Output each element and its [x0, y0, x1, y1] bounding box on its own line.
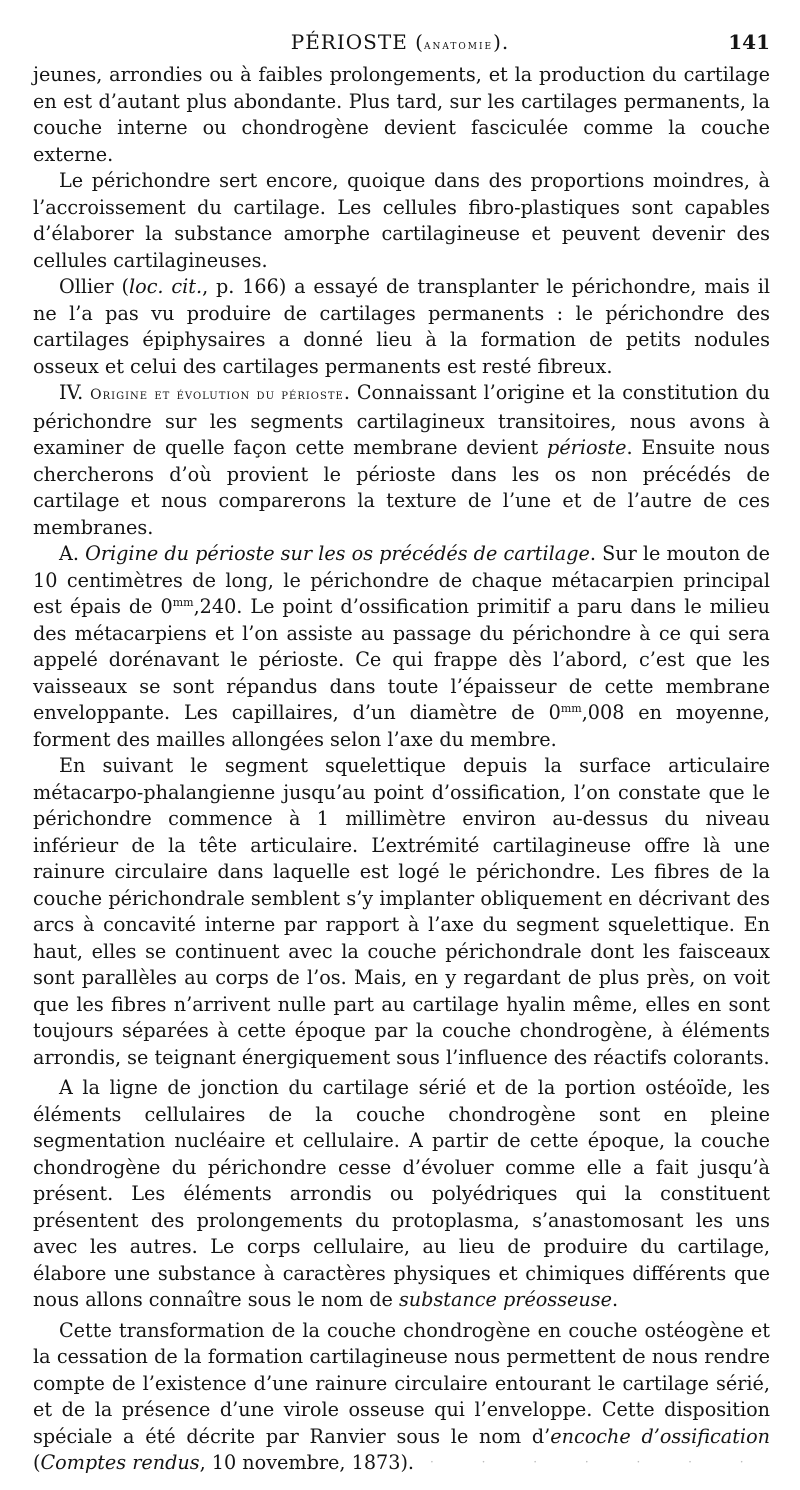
text-run: , 10 novembre, 1873).: [199, 1451, 415, 1474]
paragraph: [33, 168, 770, 274]
text-run: Le périchondre sert encore, quoique dans des proportions moindres, à l’accroissement du cartilage. Les cellules fibro-plastiques sont capables d’élaborer la substance amorphe cartilagineuse et peuvent devenir des cellules cartilagineuses.: [33, 169, 770, 272]
text-run: .: [611, 1288, 619, 1311]
text-run: A.: [59, 542, 86, 565]
page-header: [30, 30, 770, 60]
text-run: Ollier (: [59, 275, 129, 298]
text-run: mm: [172, 596, 194, 609]
paragraph: [33, 62, 770, 168]
paragraph: [33, 753, 770, 1071]
text-run: . Ensuite nous chercherons d’où provient le périoste dans les os non précédés de cartilage et nous comparerons la texture de l’une et de l’autre de ces membranes.: [33, 436, 770, 539]
text-run: Origine du périoste sur les os précédés de cartilage: [85, 542, 590, 565]
running-title: PÉRIOSTE (anatomie).: [290, 30, 510, 54]
text-run: Cette transformation de la couche chondrogène en couche ostéogène et la cessation de la formation cartilagineuse nous permettent de nous rendre compte de l’existence d’une rainure circulaire entourant le cartilage sérié, et de la présence d’une virole osseuse qui l’enveloppe. Cette disposition spéciale a été décrite par Ranvier sous le nom d’: [33, 1318, 770, 1448]
text-run: . Connaissant l’origine et la constitution du périchondre sur les segments cartilagineux transitoires, nous avons à examiner de quelle façon cette membrane devient: [33, 381, 770, 459]
text-run: encoche d’ossification: [550, 1424, 770, 1448]
text-run: ,240. Le point d’ossification primitif a paru dans le milieu des métacarpiens et l’on assiste au passage du périchondre à ce qui sera appelé dorénavant le périoste. Ce qui frappe dès l’abord, c’est que les vaisseaux se sont répandus dans toute l’épaisseur de cette membrane enveloppante. Les capillaires, d’un diamètre de 0: [33, 595, 770, 724]
text-run: Comptes rendus: [40, 1451, 200, 1474]
text-run: loc. cit.: [129, 275, 203, 298]
paragraph: [33, 541, 770, 753]
page-number: 141: [728, 30, 770, 54]
paragraph: [33, 380, 770, 541]
text-run: périoste: [547, 436, 627, 459]
paragraph: [33, 1318, 770, 1477]
running-title-sub: anatomie: [423, 38, 494, 53]
paragraph: [33, 1075, 770, 1314]
text-run: . Sur le mouton de 10 centimètres de long, le périchondre de chaque métacarpien principal est épais de 0: [33, 542, 770, 618]
text-run: En suivant le segment squelettique depuis la surface articulaire métacarpo-phalangienne jusqu’au point d’ossification, l’on constate que le périchondre commence à 1 millimètre environ au-dessus du niveau inférieur de la tête articulaire. L’extrémité cartilagineuse offre là une rainure circulaire dans laquelle est logé le périchondre. Les fibres de la couche périchondrale semblent s’y implanter obliquement en décrivant des arcs à concavité interne par rapport à l’axe du segment squelettique. En haut, elles se continuent avec la couche périchondrale dont les faisceaux sont parallèles au corps de l’os. Mais, en y regardant de plus près, on voit que les fibres n’arrivent nulle part au cartilage hyalin même, elles en sont toujours séparées à cette époque par la couche chondrogène, à éléments arrondis, se teignant énergiquement sous l’influence des réactifs colorants.: [33, 754, 770, 1069]
text-run: A la ligne de jonction du cartilage sérié et de la portion ostéoïde, les éléments cellulaires de la couche chondrogène sont en pleine segmentation nucléaire et cellulaire. A partir de cette époque, la couche chondrogène du périchondre cesse d’évoluer comme elle a fait jusqu’à présent. Les éléments arrondis ou polyédriques qui la constituent présentent des prolongements du protoplasma, s’anastomosant les uns avec les autres. Le corps cellulaire, au lieu de produire du cartilage, élabore une substance à caractères physiques et chimiques différents que nous allons connaître sous le nom de: [33, 1076, 770, 1311]
text-run: ,008 en moyenne, forment des mailles allongées selon l’axe du membre.: [33, 701, 770, 751]
text-run: substance préosseuse: [398, 1288, 612, 1311]
faint-marks: · · · · · · ·: [430, 1455, 766, 1469]
text-run: mm: [560, 702, 582, 715]
text-run: (: [33, 1451, 41, 1474]
text-run: jeunes, arrondies ou à faibles prolongements, et la production du cartilage en est d’autant plus abondante. Plus tard, sur les cartilages permanents, la couche interne ou chondrogène devient fasciculée comme la couche externe.: [33, 63, 770, 166]
text-run: , p. 166) a essayé de transplanter le périchondre, mais il ne l’a pas vu produire de cartilages permanents : le périchondre des cartilages épiphysaires a donné lieu à la formation de petits nodules osseux et celui des cartilages permanents est resté fibreux.: [33, 275, 770, 378]
text-run: Origine et évolution du périoste: [90, 387, 344, 403]
paragraph: [33, 274, 770, 380]
text-run: IV.: [59, 381, 91, 404]
page-body: [33, 62, 770, 1477]
running-title-main: PÉRIOSTE: [290, 30, 408, 54]
